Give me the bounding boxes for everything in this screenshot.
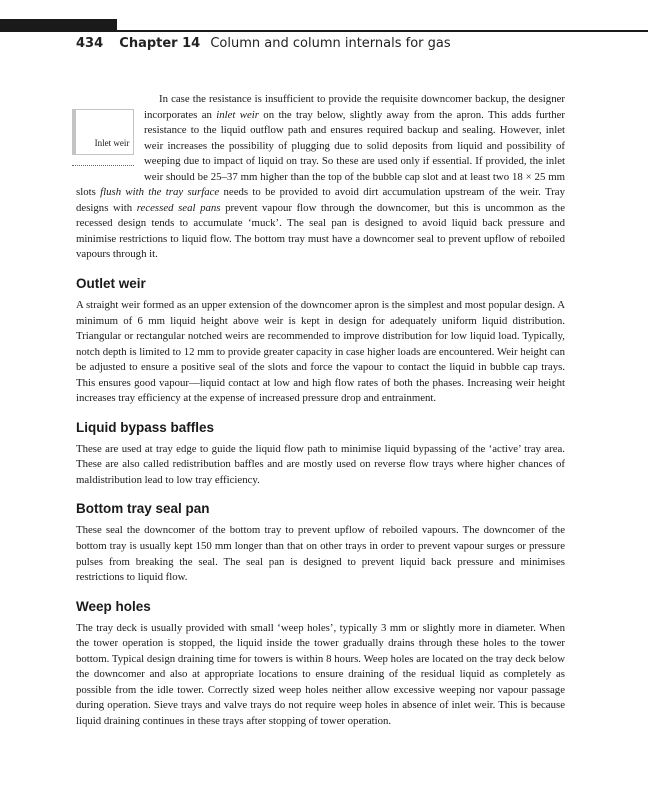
header-rule bbox=[0, 30, 648, 32]
intro-emph-inlet-weir: inlet weir bbox=[216, 108, 259, 121]
paragraph-bottom-tray-seal-pan: These seal the downcomer of the bottom tray to prevent upflow of reboiled vapours. The downcomer of the bottom tray is usually kept 150 mm longer than that on other trays in order to prevent vapour surges or pressure pulses from breaking the seal. The seal pan is designed to prevent liquid back pressure and minimises restrictions to liquid flow. bbox=[76, 524, 565, 584]
page-number: 434 bbox=[76, 36, 104, 51]
intro-emph-recessed: recessed seal pans bbox=[136, 201, 221, 214]
intro-text-2: on the tray below, slightly away from the apron. This adds further resistance to the liquid outflow path and ensures required backup and sealing. However, inlet weir increases the possibility of plugging due to solid deposits from liquid and possibility of weeping due to impact of liquid on tray. So these are used only if essential. If provided, the inlet weir should be 25–37 mm higher than the top of the bubble cap slot and at least two 18 × 25 mm slots bbox=[76, 108, 565, 199]
heading-bottom-tray-seal-pan: Bottom tray seal pan bbox=[76, 501, 210, 517]
chapter-label: Chapter 14 bbox=[119, 36, 201, 51]
heading-weep-holes: Weep holes bbox=[76, 598, 151, 614]
heading-outlet-weir: Outlet weir bbox=[76, 276, 146, 292]
paragraph-liquid-bypass-baffles: These are used at tray edge to guide the liquid flow path to minimise liquid bypassing of the ‘active’ tray area. These are also called redistribution baffles and are mostly used on reverse flow trays where higher chances of maldistribution lead to low tray efficiency. bbox=[76, 442, 565, 486]
intro-emph-flush: flush with the tray surface bbox=[100, 186, 220, 199]
intro-text-4: prevent vapour flow through the downcomer, but this is uncommon as the recessed design tends to accumulate ‘muck’. The seal pan is designed to avoid liquid back pressure and minimise restrictions to liquid flow. The bottom tray must have a downcomer seal to prevent upflow of reboiled vapours through it. bbox=[76, 201, 565, 261]
running-header bbox=[76, 36, 451, 51]
chapter-title: Column and column internals for gas bbox=[210, 36, 451, 51]
intro-text-3: needs to be provided to avoid dirt accumulation upstream of the weir. Tray designs with bbox=[76, 186, 565, 214]
figure-dotted-line bbox=[72, 165, 134, 166]
inlet-weir-diagram bbox=[72, 109, 134, 155]
intro-text-1: In case the resistance is insufficient to provide the requisite downcomer backup, the designer incorporates an bbox=[144, 93, 565, 121]
inlet-weir-figure bbox=[72, 109, 134, 171]
heading-liquid-bypass-baffles: Liquid bypass baffles bbox=[76, 419, 215, 435]
intro-paragraph bbox=[76, 92, 565, 263]
paragraph-weep-holes: The tray deck is usually provided with small ‘weep holes’, typically 3 mm or slightly more in diameter. When the tower operation is stopped, the liquid inside the tower gradually drains through these holes to the tower bottom. Typical design draining time for towers is within 8 hours. Weep holes are located on the tray deck below the downcomer and also at appropriate locations to ensure draining of the residual liquid as completely as possible from the idle tower. Correctly sized weep holes neither allow excessive weeping nor vapour passage during operation. Sieve trays and valve trays do not require weep holes in absence of inlet weir. This is because liquid draining continues in these trays after stopping of tower operation. bbox=[76, 621, 565, 727]
page-body bbox=[76, 92, 565, 730]
figure-label: Inlet weir bbox=[94, 138, 130, 149]
paragraph-outlet-weir: A straight weir formed as an upper extension of the downcomer apron is the simplest and most popular design. A minimum of 6 mm liquid height above weir is kept in design for adequately uniform liquid distribution. Triangular or rectangular notched weirs are recommended to improve distribution for low liquid load. Typically, notch depth is limited to 12 mm to provide greater capacity in case higher loads are encountered. Weir height can be adjusted to ensure a positive seal of the slots and force the vapour to contact the liquid in bubble cap trays. This ensures good vapour—liquid contact at low and high flow rates of both the phases. Increasing weir height increases tray efficiency at the expense of increased pressure drop and entrainment. bbox=[76, 299, 565, 405]
